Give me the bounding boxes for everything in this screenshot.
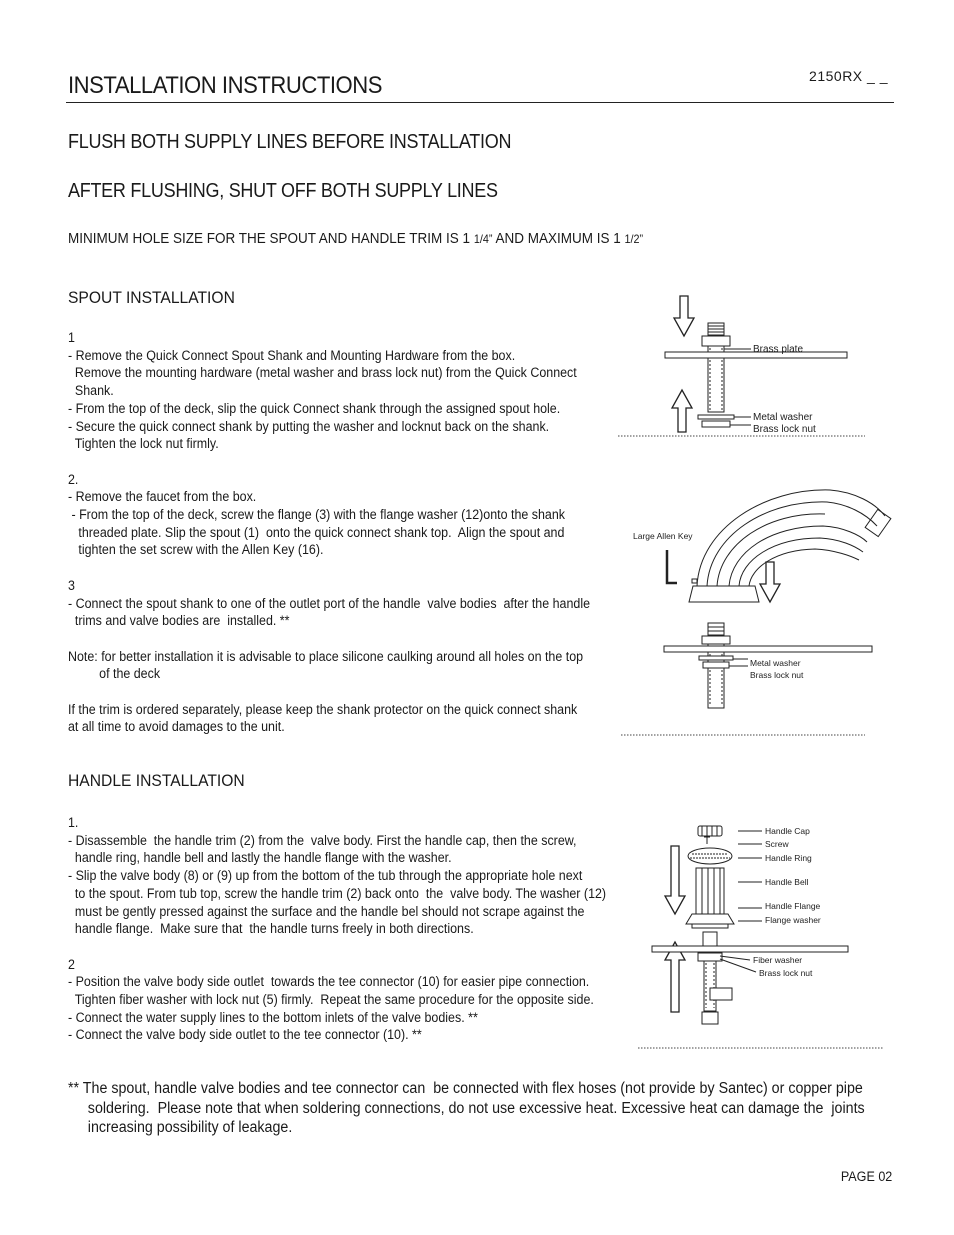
allen-key-icon xyxy=(667,550,677,583)
hole-size-min: 1/4” xyxy=(473,232,493,246)
handle-ring-label: Handle Ring xyxy=(765,853,812,863)
model-code: 2150RX _ _ xyxy=(809,68,888,84)
handle-cap-label: Handle Cap xyxy=(765,826,810,836)
metal-washer-label: Metal washer xyxy=(753,412,813,423)
down-arrow-icon xyxy=(674,296,694,336)
handle-parts-icon xyxy=(686,826,734,1024)
brass-lock-nut-label: Brass lock nut xyxy=(750,670,804,680)
spout-diagram xyxy=(615,478,895,740)
flange-washer-label: Flange washer xyxy=(765,915,821,925)
brass-lock-nut-label: Brass lock nut xyxy=(753,424,816,435)
page-number: PAGE 02 xyxy=(840,1169,892,1184)
fiber-washer-label: Fiber washer xyxy=(753,955,803,965)
spout-steps: 1 - Remove the Quick Connect Spout Shank and Mounting Hardware from the box. Remove the mounting hardware (metal washer and brass lock nut) from the Quick Connect Shank. - From the top of the deck, slip the quick Connect shank through the assigned spout hole. - Secure the quick connect shank by putting the washer and locknut back on the shank. Tighten the lock nut firmly. 2. - Remove the faucet from the box. - From the top of the deck, screw the flange (3) with the flange washer (12)onto the shank threaded plate. Slip the spout (1) onto the quick connect shank top. Align the spout and tighten the set screw with the Allen Key (16). 3 - Connect the spout shank to one of the outlet port of the handle valve bodies after the handle trims and valve bodies are installed. ** Note: for better installation it is advisable to place silicone caulking around all holes on the top of the deck If the trim is ordered separately, please keep the shank protector on the quick connect shank at all time to avoid damages to the unit. xyxy=(68,330,591,735)
page-title: INSTALLATION INSTRUCTIONS xyxy=(68,72,383,99)
hole-size-prefix: MINIMUM HOLE SIZE FOR THE SPOUT AND HANDLE TRIM IS 1 xyxy=(68,230,474,247)
handle-steps: 1. - Disassemble the handle trim (2) from the valve body. First the handle cap, then the screw, handle ring, handle bell and lastly the handle flange with the washer. - Slip the valve body (8) or (9) up from the bottom of the tub through the appropriate hole next to the spout. From tub top, screw the handle trim (2) back onto the valve body. The washer (12) must be gently pressed against the surface and the handle bel should not scrape against the handle flange. Make sure that the handle turns freely in both directions. 2 - Position the valve body side outlet towards the tee connector (10) for easier pipe connection. Tighten fiber washer with lock nut (5) firmly. Repeat the same procedure for the opposite side. - Connect the water supply lines to the bottom inlets of the valve bodies. ** - Connect the valve body side outlet to the tee connector (10). ** xyxy=(68,815,607,1043)
handle-heading: HANDLE INSTALLATION xyxy=(68,771,245,790)
down-arrow-icon xyxy=(760,562,780,602)
up-arrow-icon xyxy=(672,390,692,432)
handle-diagram xyxy=(630,820,900,1055)
down-arrow-icon xyxy=(665,846,685,914)
handle-flange-label: Handle Flange xyxy=(765,901,821,911)
shank-icon xyxy=(702,323,730,412)
deck-plate xyxy=(664,646,872,652)
brass-lock-nut-label: Brass lock nut xyxy=(759,968,813,978)
spout-body-icon xyxy=(689,490,891,602)
metal-washer-part xyxy=(698,415,734,419)
screw-label: Screw xyxy=(765,839,789,849)
flush-notice: FLUSH BOTH SUPPLY LINES BEFORE INSTALLATION xyxy=(68,131,512,153)
handle-bell-label: Handle Bell xyxy=(765,877,809,887)
footnote: ** The spout, handle valve bodies and tee connector can be connected with flex hoses (not provide by Santec) or copper pipe soldering. Please note that when soldering connections, do not use excessive heat. Excessive heat can damage the joints increasing possibility of leakage. xyxy=(68,1080,865,1136)
deck-plate xyxy=(652,946,848,952)
metal-washer-label: Metal washer xyxy=(750,658,801,668)
shutoff-notice: AFTER FLUSHING, SHUT OFF BOTH SUPPLY LINES xyxy=(68,180,498,202)
title-rule xyxy=(66,102,894,103)
lock-nut-part xyxy=(702,421,730,427)
brass-plate-label: Brass plate xyxy=(753,344,804,355)
spout-heading: SPOUT INSTALLATION xyxy=(68,288,235,307)
hole-size-notice xyxy=(68,230,643,247)
hole-size-mid: AND MAXIMUM IS 1 xyxy=(492,230,625,247)
allen-key-label: Large Allen Key xyxy=(633,531,693,541)
spout-shank-diagram xyxy=(610,288,880,443)
hole-size-max: 1/2” xyxy=(624,232,644,246)
